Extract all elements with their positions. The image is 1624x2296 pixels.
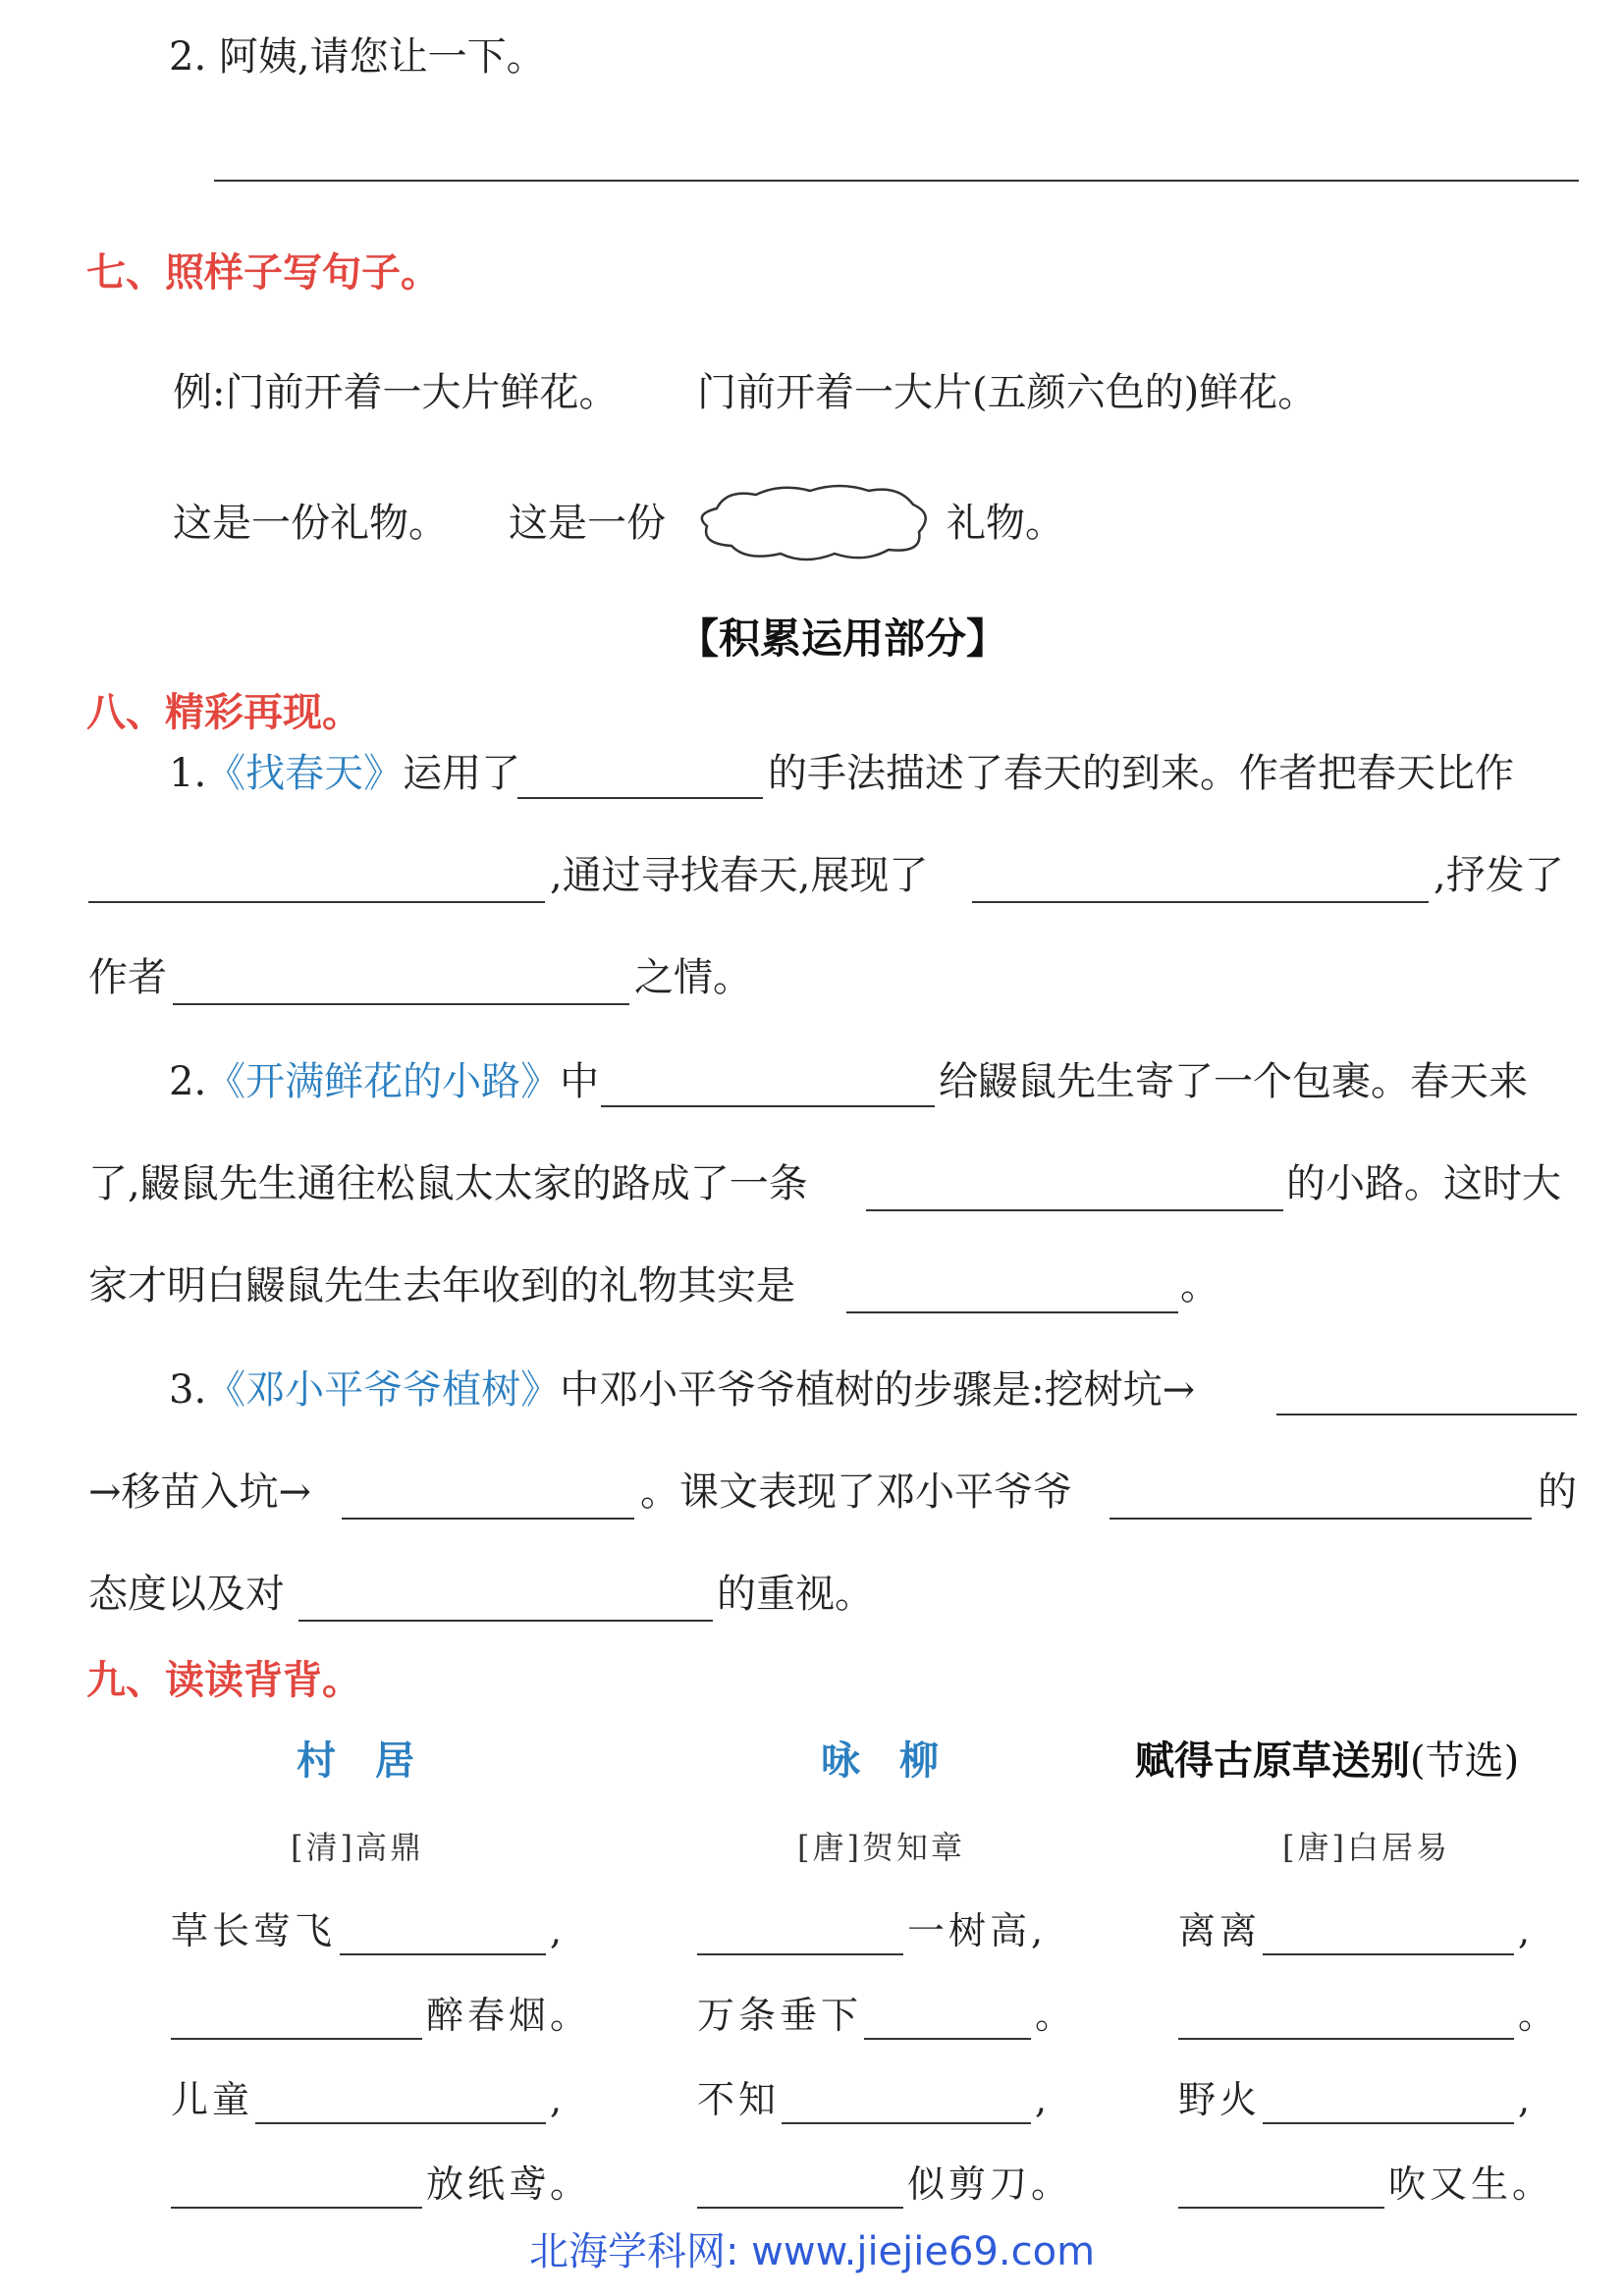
poem-1-author: [清]高鼎 [291, 1829, 424, 1866]
blank-1-3[interactable] [972, 901, 1429, 903]
poem-1-blank-3[interactable] [255, 2122, 546, 2124]
poem-3-author: [唐]白居易 [1282, 1829, 1450, 1866]
q8-item-3-d: 的 [1538, 1469, 1577, 1515]
cloud-shape [702, 486, 926, 560]
blank-1-2[interactable] [88, 901, 545, 903]
poem-1-line-3b: , [550, 2078, 567, 2121]
poem-1-line-3a: 儿童 [171, 2078, 254, 2121]
task-sentence-b-post: 礼物。 [947, 501, 1064, 546]
section-8-title: 八、精彩再现。 [86, 690, 361, 735]
item-number: 3. [169, 1367, 207, 1413]
q8-item-3-b: →移苗入坑→ [88, 1469, 312, 1515]
book-title: 《邓小平爷爷植树》 [206, 1367, 561, 1413]
poem-3-line-3b: , [1518, 2078, 1535, 2121]
poem-1-line-4a: 放纸鸢。 [426, 2163, 592, 2206]
text: 运用了 [403, 751, 521, 796]
text: 中 [560, 1059, 600, 1104]
section-7-title: 七、照样子写句子。 [86, 250, 440, 295]
q8-item-3-start [169, 1366, 1195, 1414]
poem-2-line-4a: 似剪刀。 [907, 2163, 1073, 2206]
blank-3-4[interactable] [298, 1620, 713, 1622]
book-title: 《找春天》 [206, 751, 404, 796]
poem-3-title [1135, 1737, 1519, 1785]
item-number: 1. [169, 751, 207, 796]
poem-2-blank-4[interactable] [697, 2207, 903, 2209]
q8-item-2-start [169, 1058, 599, 1105]
blank-2-2[interactable] [866, 1209, 1283, 1211]
poem-3-blank-1[interactable] [1263, 1953, 1514, 1955]
blank-3-2[interactable] [342, 1518, 634, 1520]
poem-2-blank-2[interactable] [864, 2038, 1031, 2040]
poem-1-line-1a: 草长莺飞 [171, 1909, 337, 1952]
blank-1-1[interactable] [517, 797, 763, 799]
poem-2-line-2a: 万条垂下 [697, 1994, 863, 2037]
poem-2-line-2b: 。 [1035, 1994, 1077, 2037]
poem-3-line-1a: 离离 [1178, 1909, 1262, 1952]
q8-item-1-f: 之情。 [634, 955, 752, 1000]
poem-3-blank-3[interactable] [1263, 2122, 1514, 2124]
poem-title-text: 赋得古原草送别 [1135, 1738, 1410, 1784]
task-sentence-b-pre: 这是一份 [509, 501, 666, 546]
poem-3-blank-4[interactable] [1178, 2207, 1384, 2209]
poem-1-blank-2[interactable] [171, 2038, 422, 2040]
answer-line[interactable] [214, 180, 1579, 182]
poem-1-blank-1[interactable] [340, 1953, 546, 1955]
q8-item-3-e: 态度以及对 [88, 1572, 285, 1617]
example-label: 例: [173, 370, 226, 415]
q8-item-2-f: 。 [1180, 1263, 1219, 1308]
poem-2-blank-3[interactable] [782, 2122, 1031, 2124]
q8-item-2-b: 给鼹鼠先生寄了一个包裹。春天来 [939, 1059, 1528, 1104]
q8-item-2-e: 家才明白鼹鼠先生去年收到的礼物其实是 [88, 1263, 795, 1308]
blank-2-3[interactable] [846, 1311, 1178, 1313]
blank-3-3[interactable] [1110, 1518, 1532, 1520]
poem-3-line-2b: 。 [1518, 1994, 1560, 2037]
text: 中邓小平爷爷植树的步骤是:挖树坑→ [560, 1367, 1196, 1413]
poem-title-note: (节选) [1410, 1738, 1520, 1784]
example-sentence-a: 门前开着一大片鲜花。 [225, 370, 619, 415]
q8-item-1-d: ,抒发了 [1434, 853, 1564, 898]
poem-2-line-1a: 一树高, [907, 1909, 1048, 1952]
poem-3-line-1b: , [1518, 1909, 1535, 1952]
q8-item-1-e: 作者 [88, 955, 167, 1000]
task-sentence-a: 这是一份礼物。 [173, 501, 448, 546]
blank-1-4[interactable] [173, 1003, 629, 1005]
poem-1-title [297, 1737, 454, 1785]
poem-title-text: 咏柳 [821, 1738, 978, 1784]
blank-3-1[interactable] [1276, 1414, 1577, 1415]
poem-3-line-4a: 吹又生。 [1388, 2163, 1554, 2206]
book-title: 《开满鲜花的小路》 [206, 1059, 561, 1104]
poem-2-author: [唐]贺知章 [797, 1829, 965, 1866]
q8-item-1-start [169, 750, 520, 797]
poem-2-line-3b: , [1035, 2078, 1052, 2121]
poem-2-title [821, 1737, 978, 1785]
q8-item-1-b: 的手法描述了春天的到来。作者把春天比作 [768, 751, 1514, 796]
part-heading: 【积累运用部分】 [677, 614, 1008, 663]
q8-item-2-c: 了,鼹鼠先生通往松鼠太太家的路成了一条 [88, 1161, 808, 1206]
cloud-blank[interactable] [687, 479, 939, 565]
item-number: 2. [169, 1059, 207, 1104]
poem-3-line-3a: 野火 [1178, 2078, 1262, 2121]
poem-1-line-2a: 醉春烟。 [426, 1994, 592, 2037]
footer-watermark: 北海学科网: www.jiejie69.com [528, 2229, 1096, 2274]
poem-title-text: 村居 [297, 1738, 454, 1784]
poem-1-blank-4[interactable] [171, 2207, 422, 2209]
example-sentence-b: 门前开着一大片(五颜六色的)鲜花。 [697, 370, 1318, 415]
q7-example [173, 369, 618, 416]
q8-item-3-f: 的重视。 [717, 1572, 874, 1617]
poem-2-blank-1[interactable] [697, 1953, 903, 1955]
poem-3-blank-2[interactable] [1178, 2038, 1514, 2040]
q8-item-1-c: ,通过寻找春天,展现了 [550, 853, 929, 898]
q8-item-2-d: 的小路。这时大 [1286, 1161, 1561, 1206]
blank-2-1[interactable] [601, 1105, 935, 1107]
q6-item-2: 2. 阿姨,请您让一下。 [169, 34, 546, 80]
q8-item-3-c: 。课文表现了邓小平爷爷 [640, 1469, 1072, 1515]
poem-1-line-1b: , [550, 1909, 567, 1952]
section-9-title: 九、读读背背。 [86, 1658, 361, 1703]
poem-2-line-3a: 不知 [697, 2078, 781, 2121]
